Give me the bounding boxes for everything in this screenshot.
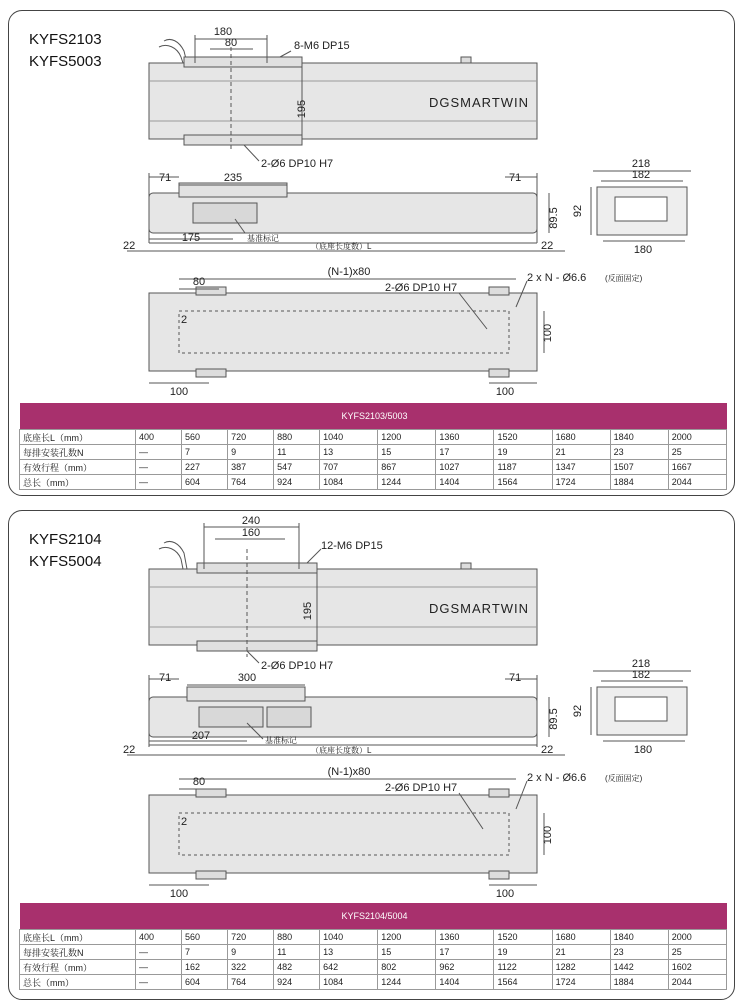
model-name: KYFS2103 KYFS5003 — [29, 31, 102, 70]
dim-end-right: 22 — [541, 744, 554, 756]
dim-mount-holes: 8-M6 DP15 — [294, 40, 350, 52]
table-row: 有效行程（mm） — 162 322 482 642 802 962 1122 1282 1442 1602 — [20, 960, 727, 975]
bottom-holes-note: (反面固定) — [605, 774, 643, 783]
dim-right-100: 100 — [495, 888, 515, 900]
spec-card-kyfs2103 — [8, 10, 735, 496]
dim-end-right: 22 — [541, 240, 554, 252]
dim-pin-holes: 2-Ø6 DP10 H7 — [261, 660, 334, 672]
dim-bottom-holes: 2 x N - Ø6.6 — [527, 272, 587, 284]
dim-slider-len: 235 — [223, 172, 243, 184]
dim-top-inner: 160 — [241, 527, 261, 539]
spec-card-kyfs2104 — [8, 510, 735, 1000]
dim-pitch-80: 80 — [192, 276, 206, 288]
table-row: 底座长L（mm） 400 560 720 880 1040 1200 1360 1520 1680 1840 2000 — [20, 430, 727, 445]
dim-end-182: 182 — [631, 669, 651, 681]
dim-width-100: 100 — [542, 825, 554, 845]
dim-end-180: 180 — [633, 244, 653, 256]
dim-top-outer: 180 — [213, 26, 233, 38]
dim-end-92: 92 — [572, 704, 584, 718]
dim-pin-holes: 2-Ø6 DP10 H7 — [261, 158, 334, 170]
dim-end-182: 182 — [631, 169, 651, 181]
brand-logo: DGSMARTWIN — [429, 95, 530, 110]
table-row: 每排安装孔数N — 7 9 11 13 15 17 19 21 23 25 — [20, 445, 727, 460]
brand-logo: DGSMARTWIN — [429, 601, 530, 616]
cable-icon — [164, 541, 187, 569]
dim-end-92: 92 — [572, 204, 584, 218]
dim-end-218: 218 — [631, 658, 651, 670]
dim-left-100: 100 — [169, 386, 189, 398]
dim-mount-holes: 12-M6 DP15 — [321, 540, 383, 552]
dim-small-2: 2 — [181, 314, 188, 326]
ref-mark-label: 基准标记 — [265, 736, 297, 745]
dim-pitch: (N-1)x80 — [327, 266, 371, 278]
dim-left-100: 100 — [169, 888, 189, 900]
dim-small-2: 2 — [181, 816, 188, 828]
technical-drawing — [9, 11, 734, 403]
table-row: 总长（mm） — 604 764 924 1084 1244 1404 1564 1724 1884 2044 — [20, 975, 727, 990]
dim-pitch: (N-1)x80 — [327, 766, 371, 778]
dim-side-right: 71 — [509, 172, 522, 184]
dim-end-left: 22 — [123, 744, 136, 756]
table-row: 总长（mm） — 604 764 924 1084 1244 1404 1564 1724 1884 2044 — [20, 475, 727, 490]
spec-table — [19, 403, 727, 490]
technical-drawing — [9, 511, 734, 903]
dim-width-100: 100 — [542, 323, 554, 343]
table-banner: KYFS2104/5004 — [20, 903, 727, 930]
base-length-label: （底座长度数）L — [311, 746, 372, 755]
dim-side-right: 71 — [509, 672, 522, 684]
dim-side-height: 89.5 — [548, 207, 560, 229]
table-row: 底座长L（mm） 400 560 720 880 1040 1200 1360 1520 1680 1840 2000 — [20, 930, 727, 945]
dim-end-218: 218 — [631, 158, 651, 170]
dim-bottom-pin: 2-Ø6 DP10 H7 — [385, 782, 458, 794]
table-row: 每排安装孔数N — 7 9 11 13 15 17 19 21 23 25 — [20, 945, 727, 960]
dim-side-left: 71 — [159, 172, 172, 184]
dim-end-180: 180 — [633, 744, 653, 756]
dim-side-height: 89.5 — [548, 708, 560, 730]
dim-height: 195 — [296, 99, 308, 119]
base-length-label: （底座长度数）L — [311, 242, 372, 251]
dim-side-left: 71 — [159, 672, 172, 684]
dim-bottom-holes: 2 x N - Ø6.6 — [527, 772, 587, 784]
dim-bottom-pin: 2-Ø6 DP10 H7 — [385, 282, 458, 294]
table-row: 有效行程（mm） — 227 387 547 707 867 1027 1187 1347 1507 1667 — [20, 460, 727, 475]
bottom-view-body — [149, 795, 537, 873]
dim-top-inner: 80 — [224, 37, 238, 49]
dim-top-outer: 240 — [241, 515, 261, 527]
model-name: KYFS2104 KYFS5004 — [29, 531, 102, 570]
dim-ref-offset: 207 — [191, 730, 211, 742]
dim-end-left: 22 — [123, 240, 136, 252]
bottom-view-body — [149, 293, 537, 371]
ref-mark-label: 基准标记 — [247, 234, 279, 243]
spec-table — [19, 903, 727, 990]
bottom-holes-note: (反面固定) — [605, 274, 643, 283]
dim-right-100: 100 — [495, 386, 515, 398]
dim-ref-offset: 175 — [181, 232, 201, 244]
dim-slider-len: 300 — [237, 672, 257, 684]
dim-pitch-80: 80 — [192, 776, 206, 788]
table-banner: KYFS2103/5003 — [20, 403, 727, 430]
dim-height: 195 — [302, 601, 314, 621]
